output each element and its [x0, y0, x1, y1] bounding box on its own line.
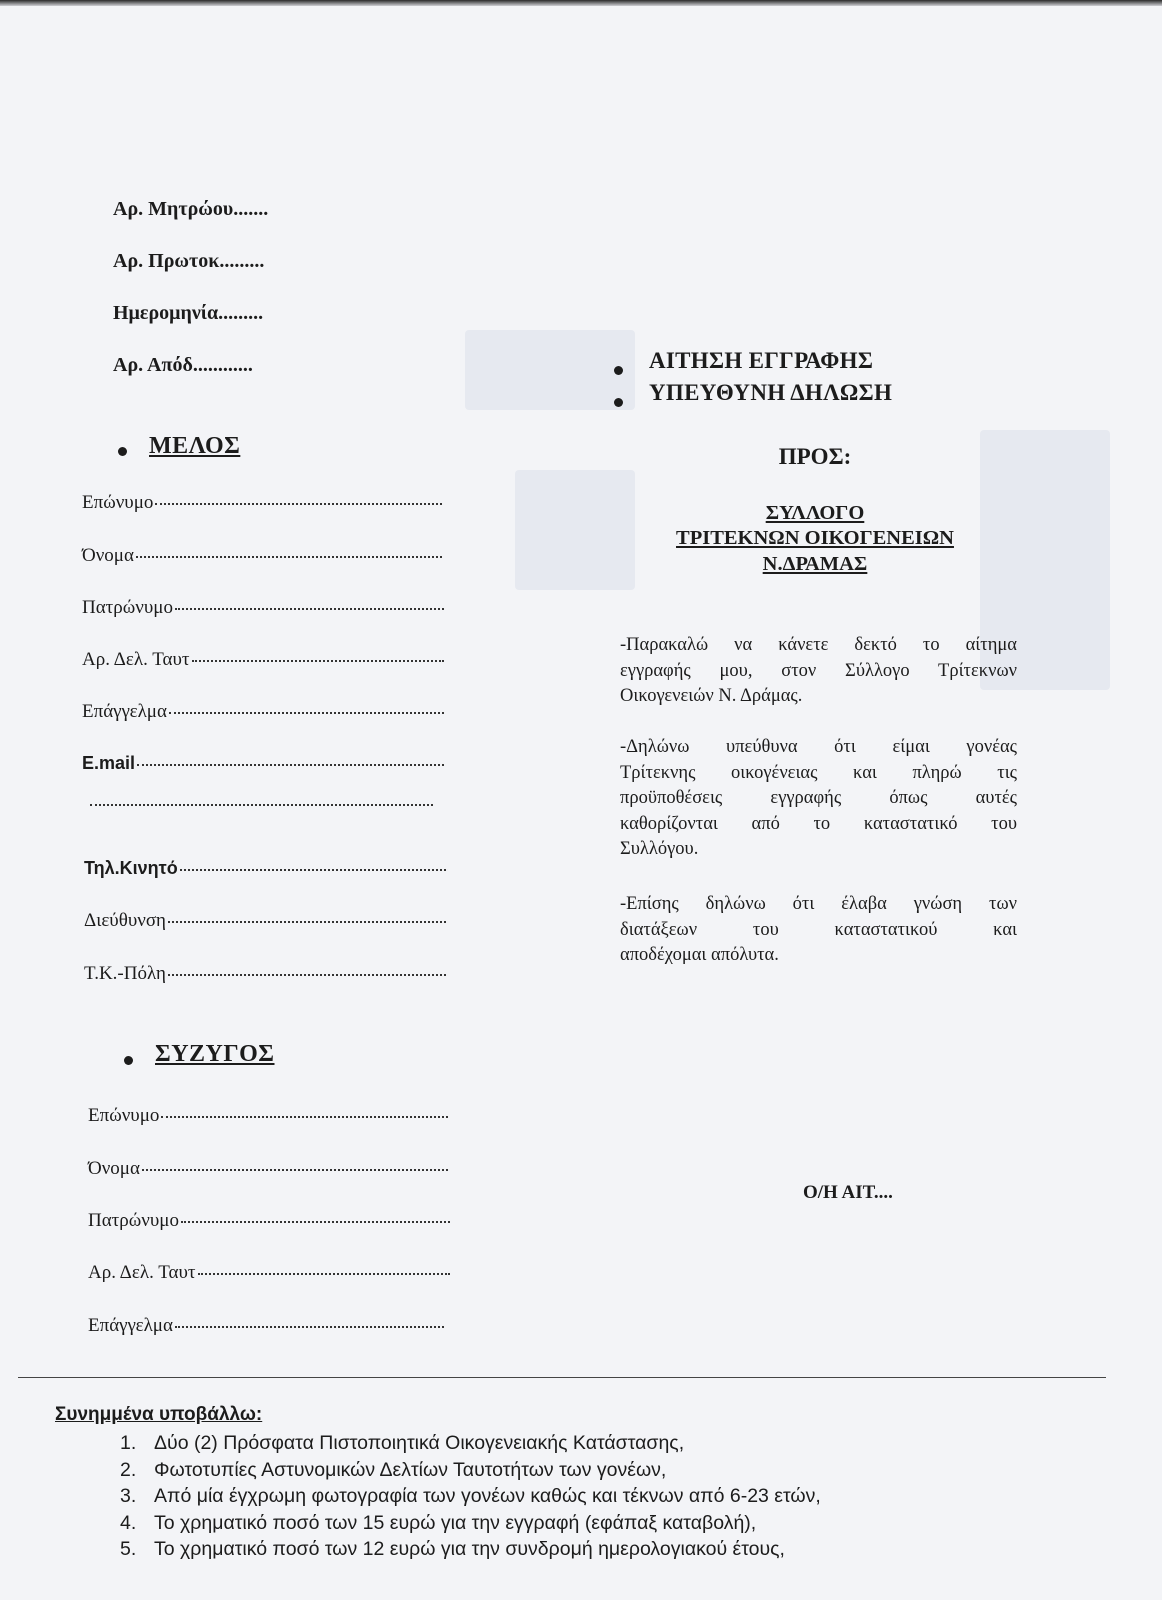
- field-label: Όνομα: [82, 545, 134, 566]
- member-id-field[interactable]: [82, 649, 444, 671]
- bullet-icon: [614, 398, 623, 407]
- member-heading: ΜΕΛΟΣ: [149, 433, 241, 459]
- field-label: Επάγγελμα: [88, 1315, 173, 1336]
- application-title: ΑΙΤΗΣΗ ΕΓΓΡΑΦΗΣ: [649, 348, 874, 373]
- spouse-heading: ΣΥΖΥΓΟΣ: [155, 1041, 275, 1067]
- spouse-surname-field[interactable]: [88, 1105, 448, 1127]
- bullet-icon: [124, 1056, 133, 1065]
- attachments-title: Συνημμένα υποβάλλω:: [55, 1404, 263, 1425]
- field-label: Τ.Κ.-Πόλη: [84, 963, 166, 984]
- member-profession-field[interactable]: [82, 701, 444, 723]
- field-label: Πατρώνυμο: [82, 597, 173, 618]
- member-name-field[interactable]: [82, 545, 442, 567]
- list-item: 1. Δύο (2) Πρόσφατα Πιστοποιητικά Οικογενειακής Κατάστασης,: [120, 1432, 685, 1454]
- member-surname-field[interactable]: [82, 492, 442, 514]
- registry-number: Αρ. Μητρώου.......: [113, 198, 269, 220]
- to-label: ΠΡΟΣ:: [778, 444, 852, 469]
- spouse-id-field[interactable]: [88, 1262, 450, 1284]
- scan-edge: [0, 0, 1162, 6]
- field-label: Όνομα: [88, 1158, 140, 1179]
- member-email-field[interactable]: [82, 753, 444, 774]
- separator-line: [18, 1377, 1106, 1378]
- recipient-line: Ν.ΔΡΑΜΑΣ: [762, 553, 868, 575]
- list-item: 5. Το χρηματικό ποσό των 12 ευρώ για την συνδρομή ημερολογιακού έτους,: [120, 1538, 785, 1560]
- recipient-line: ΤΡΙΤΕΚΝΩΝ ΟΙΚΟΓΕΝΕΙΩΝ: [676, 527, 954, 549]
- member-fathername-field[interactable]: [82, 597, 444, 619]
- signature-label: Ο/Η ΑΙΤ....: [803, 1182, 893, 1203]
- scan-shade: [465, 330, 635, 410]
- acceptance-paragraph: -Επίσης δηλώνω ότι έλαβα γνώση των διατάξεων του καταστατικού και αποδέχομαι απόλυτα.: [620, 894, 1017, 965]
- declaration-title: ΥΠΕΥΘΥΝΗ ΔΗΛΩΣΗ: [649, 380, 893, 405]
- field-label: Τηλ.Κινητό: [84, 858, 178, 878]
- field-label: Επώνυμο: [82, 492, 154, 513]
- field-label: Διεύθυνση: [84, 910, 166, 931]
- scan-shade: [515, 470, 635, 590]
- field-label: Αρ. Δελ. Ταυτ: [88, 1262, 196, 1283]
- bullet-icon: [118, 447, 127, 456]
- receipt-number: Αρ. Απόδ............: [113, 354, 253, 376]
- declaration-paragraph: -Δηλώνω υπεύθυνα ότι είμαι γονέας Τρίτεκνης οικογένειας και πληρώ τις προϋποθέσεις εγγραφής όπως αυτές καθορίζονται από το καταστατικό του Συλλόγου.: [620, 737, 1017, 859]
- member-address-field[interactable]: [84, 910, 446, 932]
- spouse-name-field[interactable]: [88, 1158, 448, 1180]
- list-item: 2. Φωτοτυπίες Αστυνομικών Δελτίων Ταυτοτήτων των γονέων,: [120, 1458, 667, 1481]
- member-postcode-city-field[interactable]: [84, 963, 446, 985]
- bullet-icon: [614, 366, 623, 375]
- member-email-extra-field[interactable]: [88, 806, 433, 809]
- attachments-list: [120, 1430, 821, 1563]
- field-label: E.mail: [82, 753, 136, 773]
- spouse-profession-field[interactable]: [88, 1315, 444, 1337]
- field-label: Αρ. Δελ. Ταυτ: [82, 649, 190, 670]
- field-label: Επάγγελμα: [82, 701, 167, 722]
- spouse-fathername-field[interactable]: [88, 1210, 450, 1232]
- list-item: 4. Το χρηματικό ποσό των 15 ευρώ για την εγγραφή (εφάπαξ καταβολή),: [120, 1511, 757, 1534]
- recipient-line: ΣΥΛΛΟΓΟ: [765, 502, 865, 524]
- request-paragraph: -Παρακαλώ να κάνετε δεκτό το αίτημα εγγραφής μου, στον Σύλλογο Τρίτεκνων Οικογενειών Ν. Δράμας.: [620, 635, 1017, 706]
- protocol-number: Αρ. Πρωτοκ.........: [113, 250, 265, 272]
- field-label: Πατρώνυμο: [88, 1210, 179, 1231]
- member-mobile-field[interactable]: [84, 858, 446, 879]
- date-field: Ημερομηνία.........: [113, 302, 264, 324]
- field-label: Επώνυμο: [88, 1105, 160, 1126]
- list-item: 3. Από μία έγχρωμη φωτογραφία των γονέων καθώς και τέκνων από 6-23 ετών,: [120, 1485, 821, 1507]
